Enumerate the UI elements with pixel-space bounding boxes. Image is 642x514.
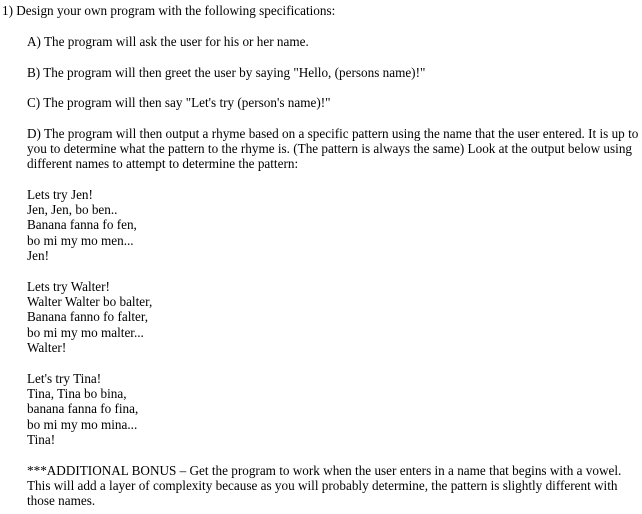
example-walter-line: Lets try Walter!: [27, 279, 110, 294]
example-tina-line: bo mi my mo mina...: [27, 417, 138, 432]
spec-a: A) The program will ask the user for his or her name.: [27, 34, 309, 49]
example-jen-line: bo mi my mo men...: [27, 233, 134, 248]
example-walter-line: Walter!: [27, 340, 67, 355]
spec-c: C) The program will then say "Let's try (person's name)!": [27, 95, 331, 110]
spec-d-line: you to determine what the pattern to the rhyme is. (The pattern is always the same) Look at the output below using: [27, 141, 633, 156]
spec-d-line: different names to attempt to determine the pattern:: [27, 156, 299, 171]
bonus-line: ***ADDITIONAL BONUS – Get the program to work when the user enters in a name that begins with a vowel.: [27, 463, 622, 478]
example-jen-line: Lets try Jen!: [27, 187, 93, 202]
example-tina-line: Let's try Tina!: [27, 371, 102, 386]
bonus-line: those names.: [27, 493, 96, 508]
example-walter-line: bo mi my mo malter...: [27, 325, 144, 340]
example-jen-line: Banana fanna fo fen,: [27, 217, 137, 232]
example-jen-line: Jen!: [27, 248, 49, 263]
bonus-line: This will add a layer of complexity because as you will probably determine, the pattern is slightly different with: [27, 478, 618, 493]
assignment-heading: 1) Design your own program with the following specifications:: [2, 3, 336, 18]
example-jen-line: Jen, Jen, bo ben..: [27, 202, 118, 217]
example-tina-line: Tina, Tina bo bina,: [27, 386, 127, 401]
spec-b: B) The program will then greet the user by saying "Hello, (persons name)!": [27, 65, 426, 80]
example-tina-line: banana fanna fo fina,: [27, 401, 139, 416]
spec-d-line: D) The program will then output a rhyme based on a specific pattern using the name that the user entered. It is up to: [27, 126, 639, 141]
example-walter-line: Banana fanno fo falter,: [27, 309, 149, 324]
example-walter-line: Walter Walter bo balter,: [27, 294, 153, 309]
example-tina-line: Tina!: [27, 432, 56, 447]
